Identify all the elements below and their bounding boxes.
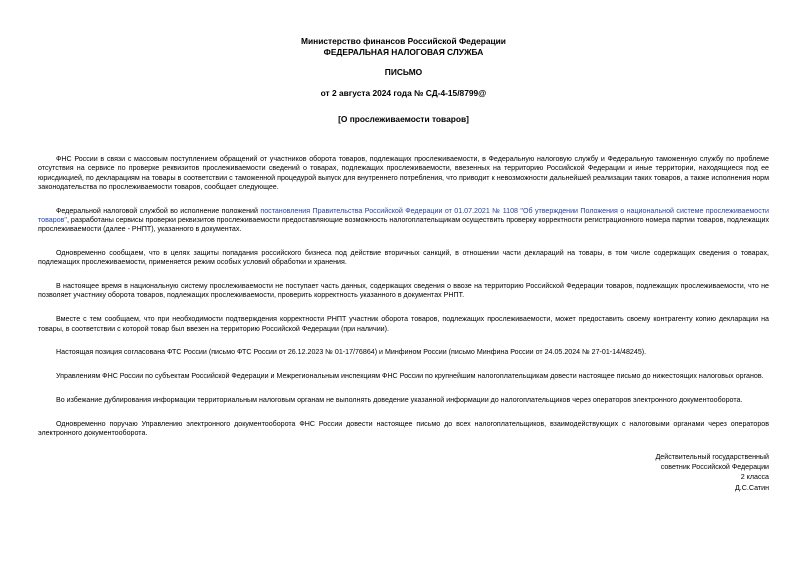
signatory-name: Д.С.Сатин	[735, 483, 769, 492]
paragraph-5: Вместе с тем сообщаем, что при необходимости подтверждения корректности РНПТ участник оборота товаров, подлежащих прослеживаемости, может предоставить своему контрагенту копию декларации на товары, в соответствии с которой товар был ввезен на территорию Российской Федерации (при наличии).	[38, 315, 769, 333]
paragraph-3: Одновременно сообщаем, что в целях защиты попадания российского бизнеса под действие вторичных санкций, в отношении части деклараций на товары, в том числе содержащих сведения о товарах, подлежащих прослеживаемости, применяется режим особых условий обработки и хранения.	[38, 249, 769, 267]
signatory-title-line-1: Действительный государственный	[655, 453, 769, 461]
paragraph-4: В настоящее время в национальную систему прослеживаемости не поступает часть данных, содержащих сведения о ввозе на территорию Российской Федерации товаров, подлежащих прослеживаемости, что не позволяет участнику оборота товаров, подлежащих прослеживаемости, проверить корректность указанного в документах РНПТ.	[38, 282, 769, 300]
document-body	[38, 155, 769, 453]
paragraph-7: Управлениям ФНС России по субъектам Российской Федерации и Межрегиональным инспекциям ФНС России по крупнейшим налогоплательщикам довести настоящее письмо до нижестоящих налоговых органов.	[56, 372, 764, 381]
paragraph-2-intro: Федеральной налоговой службой во исполнение положений	[56, 206, 261, 215]
signatory-class: 2 класса	[740, 473, 769, 482]
signature-block	[656, 452, 770, 493]
service-name: ФЕДЕРАЛЬНАЯ НАЛОГОВАЯ СЛУЖБА	[323, 46, 484, 57]
ministry-name: Министерство финансов Российской Федерации	[301, 36, 506, 46]
paragraph-2-rest: , разработаны сервисы проверки реквизитов прослеживаемости предоставляющие возможность налогоплательщикам осуществить проверку корректности регистрационного номера партии товаров, подлежащих прослеживаемости (далее - РНПТ), указанного в документах.	[38, 215, 769, 234]
paragraph-6: Настоящая позиция согласована ФТС России (письмо ФТС России от 26.12.2023 № 01-17/76864) и Минфином России (письмо Минфина России от 24.05.2024 № 27-01-14/48245).	[56, 348, 647, 357]
regulation-link[interactable]: постановления Правительства Российской Федерации от 01.07.2021 № 1108 "Об утверждении Положения о национальной системе прослеживаемости товаров"	[38, 206, 769, 224]
paragraph-2	[38, 207, 769, 235]
paragraph-1: ФНС России в связи с массовым поступлением обращений от участников оборота товаров, подлежащих прослеживаемости, в Федеральную налоговую службу и Федеральную таможенную службу по проблеме отсутствия на сервисе по проверке реквизитов прослеживаемости сведений о товарах, подлежащих прослеживаемости, ввезенных на территорию Российской Федерации и иные территории, находящиеся под ее юрисдикцией, по декларациям на товары в соответствии с таможенной процедурой выпуск для внутреннего потребления, что приводит к невозможности дальнейшей реализации таких товаров, а также исполнения норм законодательства по прослеживаемости товаров, сообщает следующее.	[38, 155, 769, 191]
document-date-number: от 2 августа 2024 года № СД-4-15/8799@	[320, 87, 487, 98]
paragraph-9: Одновременно поручаю Управлению электронного документооборота ФНС России довести настоящее письмо до всех налогоплательщиков, взаимодействующих с налоговыми органами через операторов электронного документооборота.	[38, 419, 769, 438]
document-type: ПИСЬМО	[384, 67, 423, 77]
paragraph-8: Во избежание дублирования информации территориальным налоговым органам не выполнять доведение указанной информации до налогоплательщиков через операторов электронного документооборота.	[56, 395, 743, 404]
document-header	[0, 36, 807, 98]
signatory-title-line-2: советник Российской Федерации	[660, 463, 769, 472]
document-subject: [О прослеживаемости товаров]	[338, 114, 469, 124]
